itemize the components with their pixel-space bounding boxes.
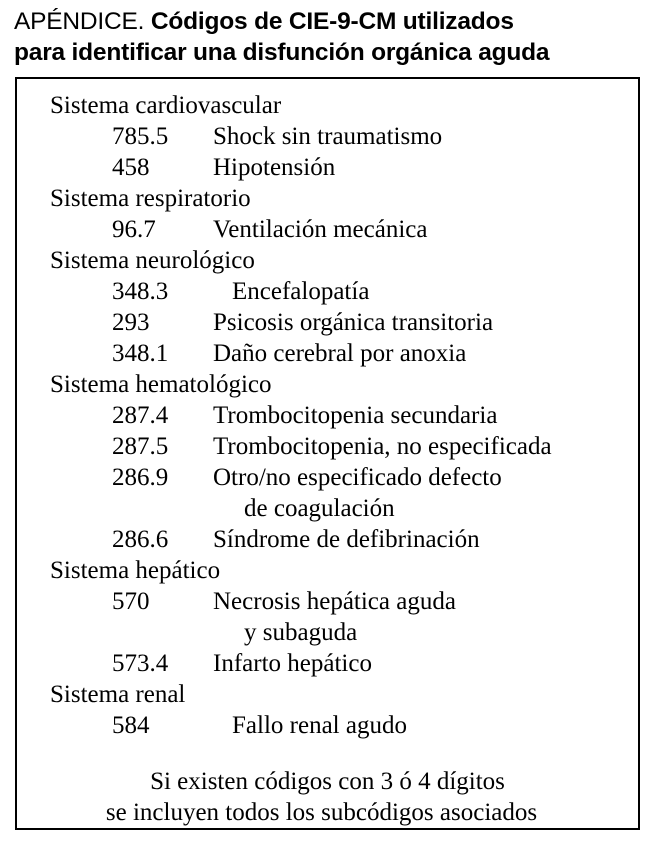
system-name: Sistema neurológico xyxy=(50,247,255,274)
code-description xyxy=(213,462,638,524)
description-text: Encefalopatía xyxy=(232,278,370,305)
description-text: Ventilación mecánica xyxy=(213,216,428,243)
code-entry xyxy=(50,710,638,741)
title-line-2: para identificar una disfunción orgánica aguda xyxy=(14,39,550,66)
description-text: Necrosis hepática aguda xyxy=(213,588,456,615)
code-description xyxy=(213,400,638,431)
description-text: Otro/no especificado defecto xyxy=(213,464,502,491)
code-description xyxy=(232,276,638,307)
icd-code: 287.4 xyxy=(112,402,169,429)
codes-list xyxy=(50,90,638,741)
icd-code: 573.4 xyxy=(112,650,169,677)
description-text: Hipotensión xyxy=(213,154,336,181)
description-text: Infarto hepático xyxy=(213,650,372,677)
icd-code: 286.6 xyxy=(112,526,169,553)
system-name: Sistema respiratorio xyxy=(50,185,251,212)
icd-code: 348.1 xyxy=(112,340,169,367)
description-text: Trombocitopenia secundaria xyxy=(213,402,498,429)
code-description xyxy=(213,214,638,245)
code-description xyxy=(213,586,638,648)
code-entry xyxy=(50,276,638,307)
code-description xyxy=(213,648,638,679)
description-continuation: y subaguda xyxy=(244,619,358,646)
code-entry xyxy=(50,586,638,648)
code-entry xyxy=(50,524,638,555)
code-entry xyxy=(50,121,638,152)
code-entry xyxy=(50,214,638,245)
code-entry xyxy=(50,431,638,462)
code-entry xyxy=(50,152,638,183)
footer-note xyxy=(17,766,638,828)
footer-line-2: se incluyen todos los subcódigos asociados xyxy=(105,799,538,826)
description-text: Trombocitopenia, no especificada xyxy=(213,433,552,460)
code-entry xyxy=(50,462,638,524)
icd-code: 785.5 xyxy=(112,123,169,150)
icd-code: 458 xyxy=(112,154,150,181)
code-description xyxy=(213,524,638,555)
icd-code: 293 xyxy=(112,309,150,336)
description-text: Fallo renal agudo xyxy=(232,712,407,739)
code-entry xyxy=(50,400,638,431)
icd-code: 570 xyxy=(112,588,150,615)
code-entry xyxy=(50,648,638,679)
system-name: Sistema cardiovascular xyxy=(50,92,282,119)
code-description xyxy=(213,307,638,338)
description-continuation: de coagulación xyxy=(244,495,395,522)
code-description xyxy=(232,710,638,741)
code-description xyxy=(213,152,638,183)
system-name: Sistema hepático xyxy=(50,557,221,584)
title-prefix: APÉNDICE. xyxy=(14,8,145,35)
footer-line-1: Si existen códigos con 3 ó 4 dígitos xyxy=(150,768,505,795)
title-line-1: Códigos de CIE-9-CM utilizados xyxy=(150,8,514,35)
system-name: Sistema renal xyxy=(50,681,186,708)
code-description xyxy=(213,121,638,152)
code-entry xyxy=(50,338,638,369)
appendix-title xyxy=(14,6,654,68)
description-text: Síndrome de defibrinación xyxy=(213,526,480,553)
icd-code: 286.9 xyxy=(112,464,169,491)
icd-code: 348.3 xyxy=(112,278,169,305)
icd-code: 287.5 xyxy=(112,433,169,460)
icd-code: 584 xyxy=(112,712,150,739)
codes-table-box xyxy=(15,77,640,830)
code-description xyxy=(213,338,638,369)
code-entry xyxy=(50,307,638,338)
description-text: Shock sin traumatismo xyxy=(213,123,443,150)
system-name: Sistema hematológico xyxy=(50,371,272,398)
description-text: Daño cerebral por anoxia xyxy=(213,340,467,367)
code-description xyxy=(213,431,638,462)
description-text: Psicosis orgánica transitoria xyxy=(213,309,494,336)
icd-code: 96.7 xyxy=(112,216,156,243)
